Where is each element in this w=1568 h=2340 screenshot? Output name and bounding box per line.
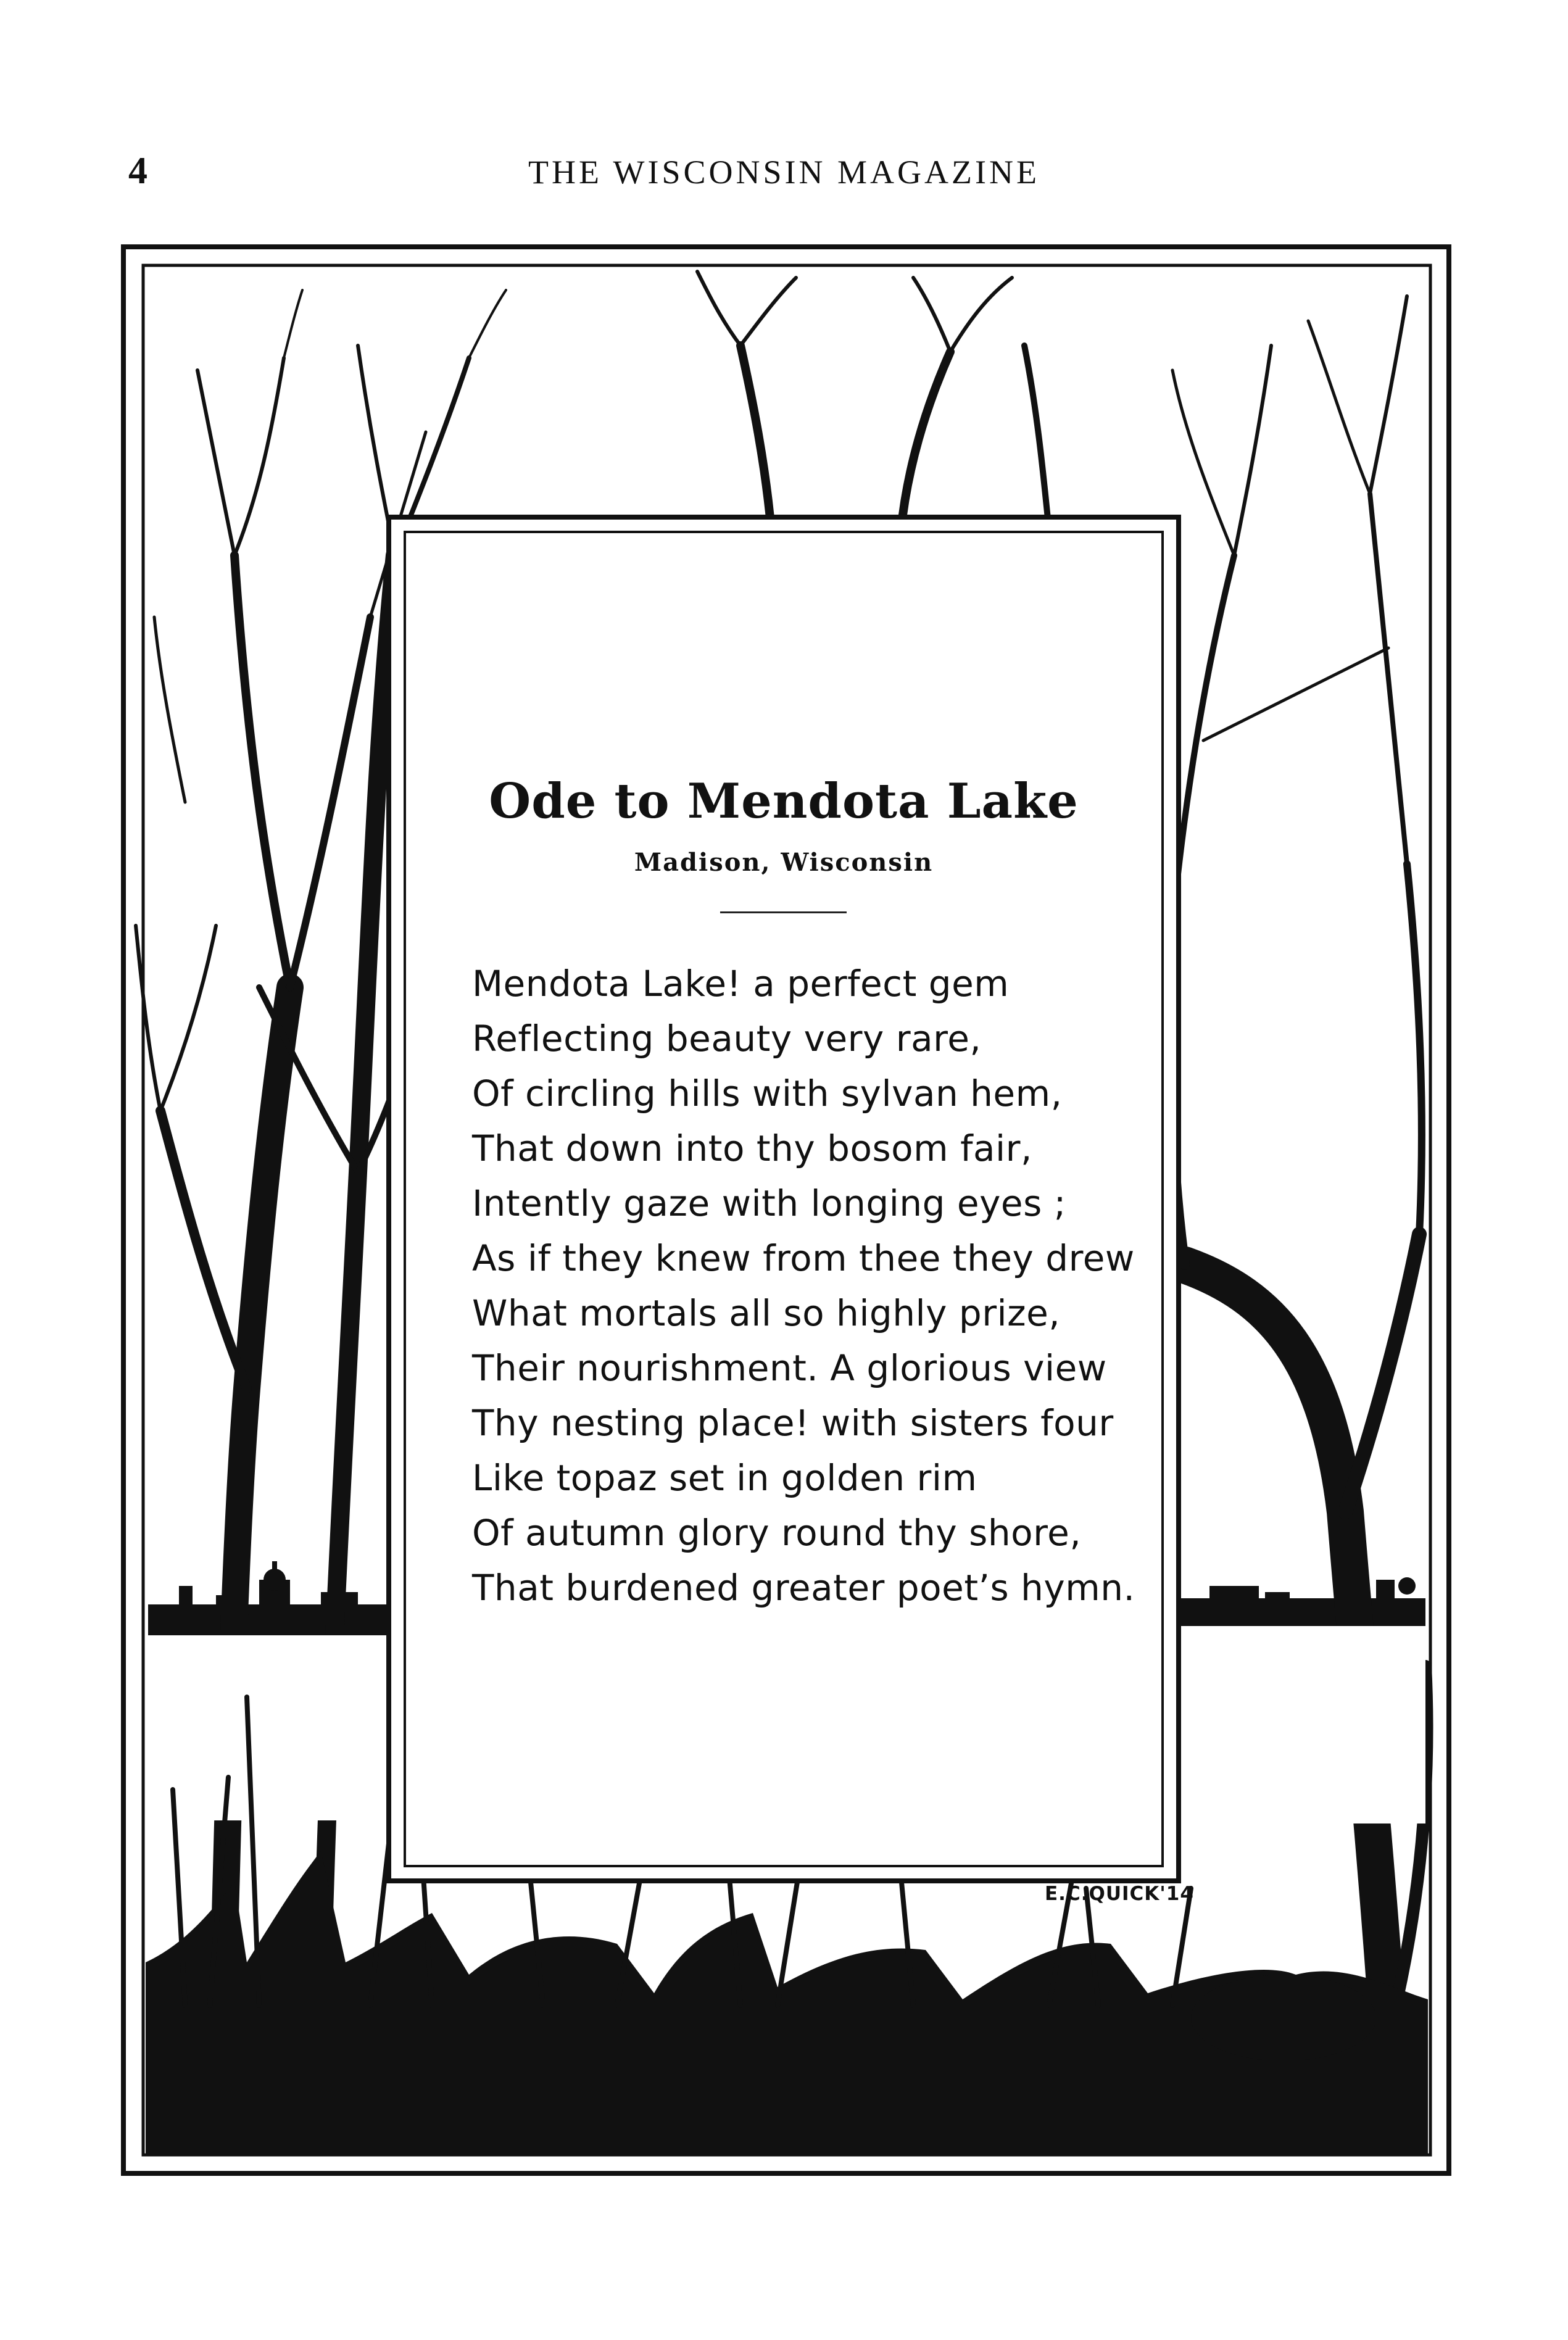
running-title: THE WISCONSIN MAGAZINE xyxy=(528,154,1040,191)
page-number: 4 xyxy=(128,150,147,192)
poem-panel xyxy=(420,531,1148,1857)
rock xyxy=(1191,1975,1376,2061)
poem-line: That down into thy bosom fair, xyxy=(472,1127,1032,1169)
poem-subtitle: Madison, Wisconsin xyxy=(634,848,934,877)
poem-line: Like topaz set in golden rim xyxy=(472,1457,977,1499)
poem-line: Mendota Lake! a perfect gem xyxy=(472,963,1010,1005)
poem-line: What mortals all so highly prize, xyxy=(472,1292,1061,1334)
poem-line: Their nourishment. A glorious view xyxy=(472,1347,1107,1389)
lake-left xyxy=(148,1635,395,1820)
poem-line: Reflecting beauty very rare, xyxy=(472,1018,982,1060)
poem-line: As if they knew from thee they drew xyxy=(472,1237,1135,1279)
poem-line: That burdened greater poet’s hymn. xyxy=(472,1567,1135,1609)
skyline-right xyxy=(1172,1577,1425,1626)
poem-line: Of circling hills with sylvan hem, xyxy=(472,1072,1063,1114)
poem-title: Ode to Mendota Lake xyxy=(489,773,1079,829)
artist-signature: E.C.QUICK'14 xyxy=(1045,1883,1194,1905)
lake-right xyxy=(1172,1626,1425,1823)
title-divider xyxy=(720,911,847,913)
poem-text xyxy=(472,956,1135,1616)
poem-line: Of autumn glory round thy shore, xyxy=(472,1512,1082,1554)
skyline-left xyxy=(148,1561,395,1635)
top-center-trees xyxy=(697,272,1049,531)
poem-line: Thy nesting place! with sisters four xyxy=(472,1402,1114,1444)
poem-line: Intently gaze with longing eyes ; xyxy=(472,1182,1066,1224)
